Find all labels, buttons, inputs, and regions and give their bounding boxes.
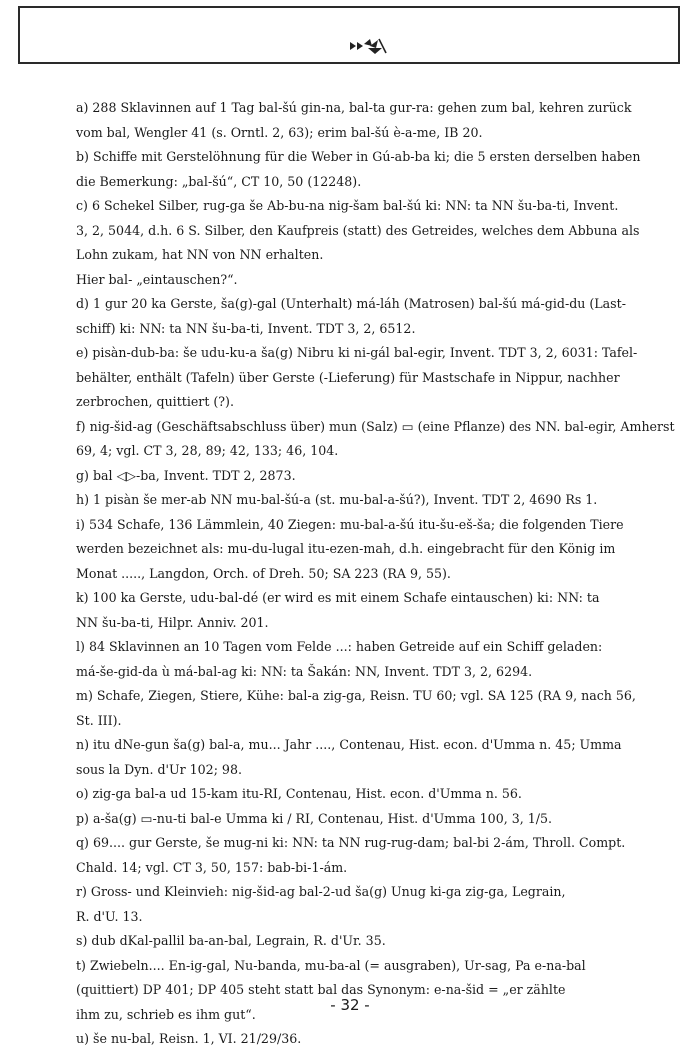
entry-line: Lohn zukam, hat NN von NN erhalten.: [76, 247, 324, 262]
cuneiform-sign-icon: [348, 36, 388, 56]
entry-line: g) bal ◁▷-ba, Invent. TDT 2, 2873.: [76, 467, 296, 483]
entry-line: die Bemerkung: „bal-šú“, CT 10, 50 (12248).: [76, 173, 362, 189]
page-number: - 32 -: [330, 996, 370, 1014]
entry-line: s) dub dKal-pallil ba-an-bal, Legrain, R. d'Ur. 35.: [76, 933, 386, 948]
entry-line: p) a-ša(g) ▭-nu-ti bal-e Umma ki / RI, Contenau, Hist. d'Umma 100, 3, 1/5.: [76, 810, 553, 826]
entry-line: a) 288 Sklavinnen auf 1 Tag bal-šú gin-na, bal-ta gur-ra: gehen zum bal, kehren zurück: [76, 100, 632, 115]
entry-line: Hier bal- „eintauschen?“.: [76, 271, 238, 287]
entry-line: e) pisàn-dub-ba: še udu-ku-a ša(g) Nibru ki ni-gál bal-egir, Invent. TDT 3, 2, 6031: Tafel-: [76, 345, 638, 360]
entry-line: 69, 4; vgl. CT 3, 28, 89; 42, 133; 46, 104.: [76, 443, 339, 458]
entry-line: vom bal, Wengler 41 (s. Orntl. 2, 63); erim bal-šú è-a-me, IB 20.: [76, 124, 483, 140]
entry-line: t) Zwiebeln.... En-ig-gal, Nu-banda, mu-ba-al (= ausgraben), Ur-sag, Pa e-na-bal: [76, 957, 586, 973]
entry-line: werden bezeichnet als: mu-du-lugal itu-ezen-mah, d.h. eingebracht für den König im: [76, 541, 616, 556]
entry-line: St. III).: [76, 712, 122, 728]
entry-line: Chald. 14; vgl. CT 3, 50, 157: bab-bi-1-ám.: [76, 859, 348, 875]
header-frame: [18, 6, 680, 64]
entry-line: m) Schafe, Ziegen, Stiere, Kühe: bal-a zig-ga, Reisn. TU 60; vgl. SA 125 (RA 9, nach 56,: [76, 688, 636, 703]
entry-line: d) 1 gur 20 ka Gerste, ša(g)-gal (Unterhalt) má-láh (Matrosen) bal-šú má-gid-du (Last-: [76, 296, 626, 311]
dictionary-entries: [76, 96, 688, 1052]
entry-line: Monat ....., Langdon, Orch. of Dreh. 50; SA 223 (RA 9, 55).: [76, 565, 451, 581]
entry-line: u) še nu-bal, Reisn. 1, VI. 21/29/36.: [76, 1031, 302, 1046]
entry-line: NN šu-ba-ti, Hilpr. Anniv. 201.: [76, 614, 269, 630]
entry-line: (quittiert) DP 401; DP 405 steht statt bal das Synonym: e-na-šid = „er zählte: [76, 982, 566, 997]
entry-line: o) zig-ga bal-a ud 15-kam itu-RI, Contenau, Hist. econ. d'Umma n. 56.: [76, 786, 522, 801]
entry-line: i) 534 Schafe, 136 Lämmlein, 40 Ziegen: mu-bal-a-šú itu-šu-eš-ša; die folgenden Tiere: [76, 516, 624, 532]
entry-line: f) nig-šid-ag (Geschäftsabschluss über) mun (Salz) ▭ (eine Pflanze) des NN. bal-egir, Amherst: [76, 418, 675, 434]
entry-line: ihm zu, schrieb es ihm gut“.: [76, 1006, 256, 1022]
entry-line: behälter, enthält (Tafeln) über Gerste (-Lieferung) für Mastschafe in Nippur, nachher: [76, 369, 620, 385]
entry-line: R. d'U. 13.: [76, 908, 143, 924]
entry-line: b) Schiffe mit Gerstelöhnung für die Weber in Gú-ab-ba ki; die 5 ersten derselben haben: [76, 149, 641, 164]
entry-line: 3, 2, 5044, d.h. 6 S. Silber, den Kaufpreis (statt) des Getreides, welches dem Abbuna als: [76, 222, 640, 238]
entry-line: c) 6 Schekel Silber, rug-ga še Ab-bu-na nig-šam bal-šú ki: NN: ta NN šu-ba-ti, Invent.: [76, 198, 619, 213]
entry-line: q) 69.... gur Gerste, še mug-ni ki: NN: ta NN rug-rug-dam; bal-bi 2-ám, Throll. Compt.: [76, 835, 626, 850]
entry-line: h) 1 pisàn še mer-ab NN mu-bal-šú-a (st. mu-bal-a-šú?), Invent. TDT 2, 4690 Rs 1.: [76, 492, 598, 507]
entry-line: r) Gross- und Kleinvieh: nig-šid-ag bal-2-ud ša(g) Unug ki-ga zig-ga, Legrain,: [76, 884, 566, 899]
entry-line: sous la Dyn. d'Ur 102; 98.: [76, 761, 242, 777]
entry-line: n) itu dNe-gun ša(g) bal-a, mu... Jahr ...., Contenau, Hist. econ. d'Umma n. 45; Umma: [76, 737, 622, 752]
entry-line: l) 84 Sklavinnen an 10 Tagen vom Felde ...: haben Getreide auf ein Schiff geladen:: [76, 639, 603, 654]
entry-line: zerbrochen, quittiert (?).: [76, 394, 234, 409]
entry-line: schiff) ki: NN: ta NN šu-ba-ti, Invent. TDT 3, 2, 6512.: [76, 320, 416, 336]
entry-line: má-še-gid-da ù má-bal-ag ki: NN: ta Šakán: NN, Invent. TDT 3, 2, 6294.: [76, 663, 533, 679]
entry-line: k) 100 ka Gerste, udu-bal-dé (er wird es mit einem Schafe eintauschen) ki: NN: ta: [76, 590, 600, 605]
